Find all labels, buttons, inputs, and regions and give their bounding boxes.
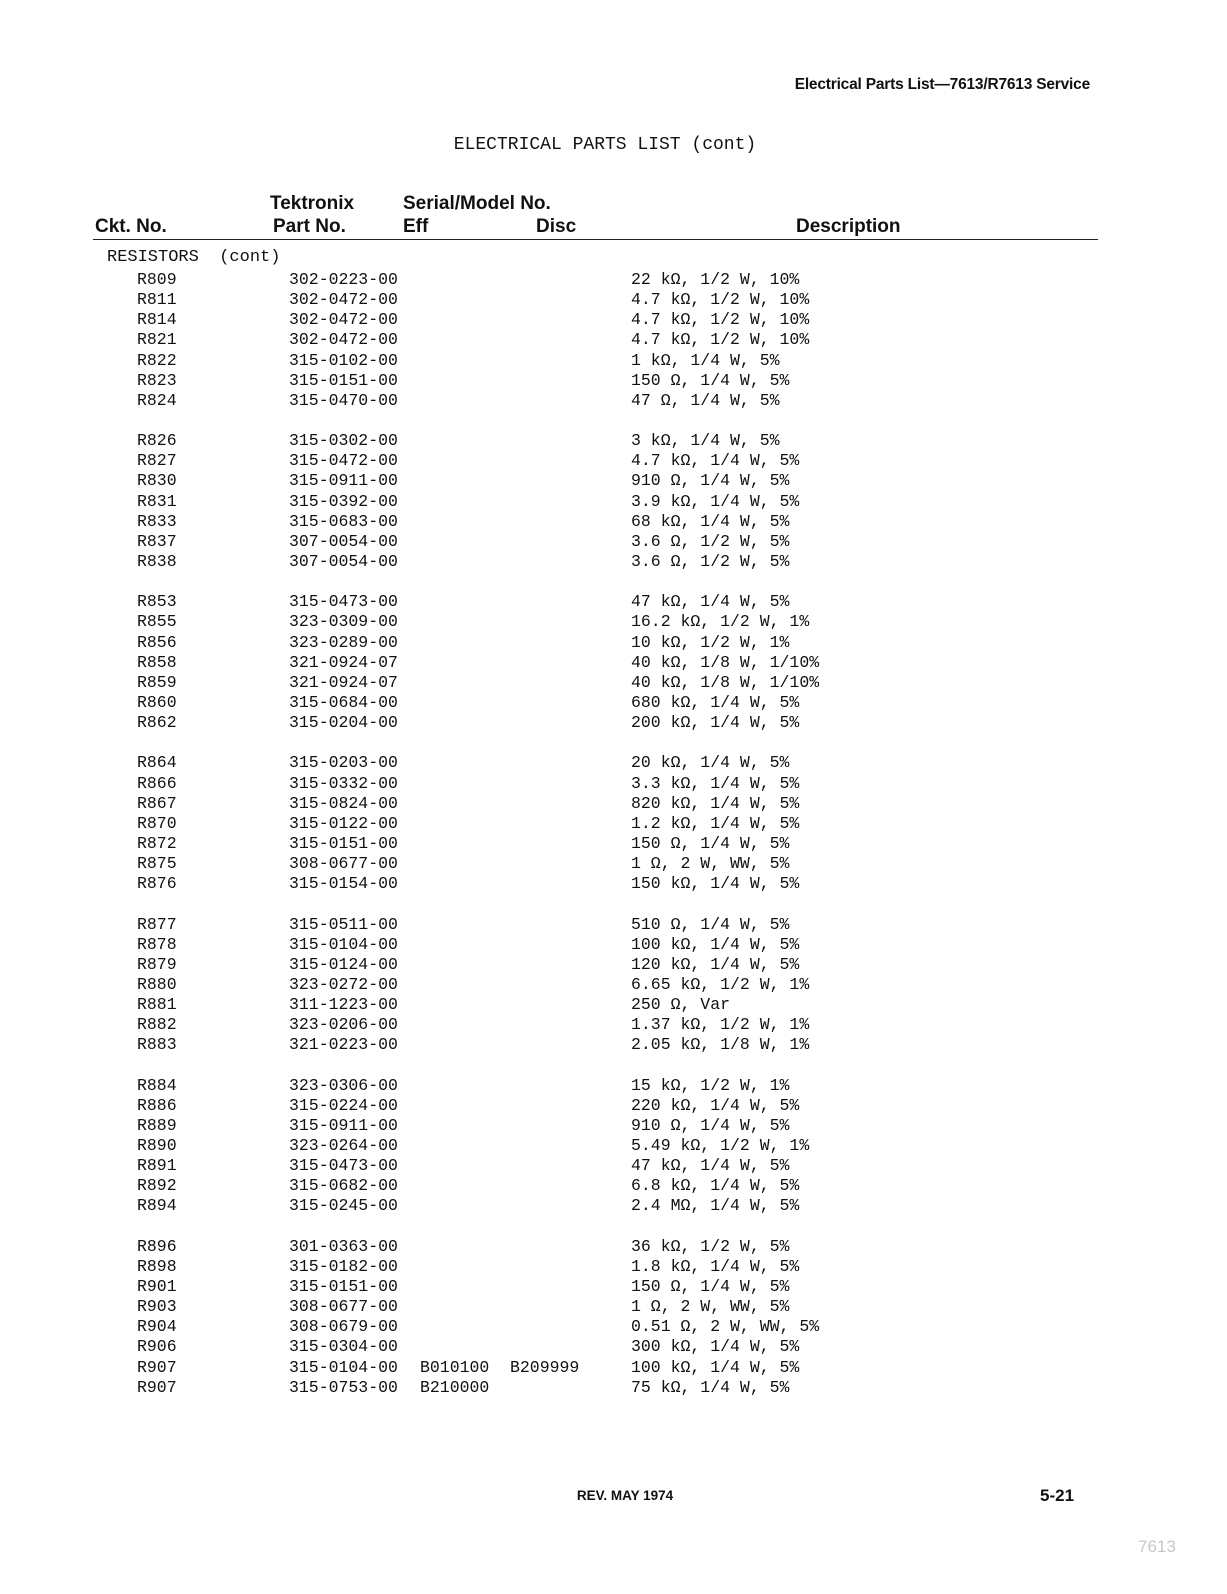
ckt-no: R870 xyxy=(137,813,177,833)
ckt-no: R855 xyxy=(137,612,177,632)
column-header-serial-model-no: Serial/Model No. xyxy=(403,193,551,214)
corner-mark: 7613 xyxy=(1138,1537,1176,1556)
table-row xyxy=(0,1277,1227,1297)
description: 4.7 kΩ, 1/4 W, 5% xyxy=(631,451,800,471)
column-header-tektronix: Tektronix xyxy=(270,193,355,214)
part-no: 315-0824-00 xyxy=(289,793,398,813)
ckt-no: R811 xyxy=(137,290,177,310)
description: 3.6 Ω, 1/2 W, 5% xyxy=(631,531,790,551)
description: 47 kΩ, 1/4 W, 5% xyxy=(631,1156,790,1176)
parts-table xyxy=(0,270,1227,1398)
table-row xyxy=(0,351,1227,371)
part-no: 315-0392-00 xyxy=(289,491,398,511)
section-name: RESISTORS xyxy=(107,248,199,267)
ckt-no: R881 xyxy=(137,995,177,1015)
ckt-no: R879 xyxy=(137,954,177,974)
description: 3 kΩ, 1/4 W, 5% xyxy=(631,431,780,451)
ckt-no: R872 xyxy=(137,833,177,853)
part-no: 301-0363-00 xyxy=(289,1236,398,1256)
column-header-disc: Disc xyxy=(536,216,577,237)
description: 510 Ω, 1/4 W, 5% xyxy=(631,914,790,934)
ckt-no: R877 xyxy=(137,914,177,934)
table-row xyxy=(0,753,1227,773)
table-row xyxy=(0,1176,1227,1196)
table-row xyxy=(0,1378,1227,1398)
table-row xyxy=(0,1358,1227,1378)
table-row xyxy=(0,471,1227,491)
part-no: 321-0924-07 xyxy=(289,652,398,672)
description: 47 kΩ, 1/4 W, 5% xyxy=(631,592,790,612)
description: 3.3 kΩ, 1/4 W, 5% xyxy=(631,773,800,793)
description: 910 Ω, 1/4 W, 5% xyxy=(631,471,790,491)
column-header-description: Description xyxy=(796,216,901,237)
part-no: 323-0264-00 xyxy=(289,1136,398,1156)
ckt-no: R833 xyxy=(137,511,177,531)
ckt-no: R898 xyxy=(137,1256,177,1276)
description: 40 kΩ, 1/8 W, 1/10% xyxy=(631,652,820,672)
description: 2.05 kΩ, 1/8 W, 1% xyxy=(631,1035,810,1055)
ckt-no: R866 xyxy=(137,773,177,793)
description: 300 kΩ, 1/4 W, 5% xyxy=(631,1337,800,1357)
column-header-ckt-no: Ckt. No. xyxy=(95,216,167,237)
revision-date: REV. MAY 1974 xyxy=(576,1488,674,1503)
table-row xyxy=(0,935,1227,955)
part-no: 315-0151-00 xyxy=(289,833,398,853)
part-no: 315-0154-00 xyxy=(289,874,398,894)
part-no: 308-0679-00 xyxy=(289,1317,398,1337)
part-no: 315-0911-00 xyxy=(289,1115,398,1135)
description: 2.4 MΩ, 1/4 W, 5% xyxy=(631,1196,800,1216)
ckt-no: R821 xyxy=(137,330,177,350)
table-row xyxy=(0,270,1227,290)
section-note: (cont) xyxy=(219,248,281,267)
table-row xyxy=(0,1096,1227,1116)
table-row xyxy=(0,653,1227,673)
table-row xyxy=(0,673,1227,693)
table-row xyxy=(0,814,1227,834)
description: 910 Ω, 1/4 W, 5% xyxy=(631,1115,790,1135)
description: 150 Ω, 1/4 W, 5% xyxy=(631,1277,790,1297)
description: 200 kΩ, 1/4 W, 5% xyxy=(631,713,800,733)
part-no: 315-0104-00 xyxy=(289,1357,398,1377)
column-header-part-no: Part No. xyxy=(273,216,346,237)
part-no: 311-1223-00 xyxy=(289,995,398,1015)
part-no: 315-0245-00 xyxy=(289,1196,398,1216)
part-no: 307-0054-00 xyxy=(289,551,398,571)
table-row xyxy=(0,794,1227,814)
table-row xyxy=(0,1156,1227,1176)
ckt-no: R859 xyxy=(137,672,177,692)
description: 220 kΩ, 1/4 W, 5% xyxy=(631,1095,800,1115)
description: 47 Ω, 1/4 W, 5% xyxy=(631,390,780,410)
table-row xyxy=(0,451,1227,471)
ckt-no: R809 xyxy=(137,270,177,289)
description: 1.8 kΩ, 1/4 W, 5% xyxy=(631,1256,800,1276)
ckt-no: R864 xyxy=(137,753,177,773)
description: 3.6 Ω, 1/2 W, 5% xyxy=(631,551,790,571)
description: 20 kΩ, 1/4 W, 5% xyxy=(631,753,790,773)
serial-eff: B010100 xyxy=(420,1357,490,1377)
description: 100 kΩ, 1/4 W, 5% xyxy=(631,934,800,954)
description: 68 kΩ, 1/4 W, 5% xyxy=(631,511,790,531)
part-no: 323-0206-00 xyxy=(289,1015,398,1035)
table-row xyxy=(0,915,1227,935)
table-row xyxy=(0,1337,1227,1357)
ckt-no: R880 xyxy=(137,974,177,994)
table-row xyxy=(0,774,1227,794)
table-row xyxy=(0,612,1227,632)
part-no: 315-0104-00 xyxy=(289,934,398,954)
ckt-no: R826 xyxy=(137,431,177,451)
ckt-no: R838 xyxy=(137,551,177,571)
part-no: 321-0924-07 xyxy=(289,672,398,692)
part-no: 315-0332-00 xyxy=(289,773,398,793)
ckt-no: R823 xyxy=(137,370,177,390)
description: 36 kΩ, 1/2 W, 5% xyxy=(631,1236,790,1256)
part-no: 315-0470-00 xyxy=(289,390,398,410)
table-row xyxy=(0,1297,1227,1317)
description: 15 kΩ, 1/2 W, 1% xyxy=(631,1075,790,1095)
ckt-no: R891 xyxy=(137,1156,177,1176)
description: 40 kΩ, 1/8 W, 1/10% xyxy=(631,672,820,692)
table-row xyxy=(0,1076,1227,1096)
description: 680 kΩ, 1/4 W, 5% xyxy=(631,692,800,712)
serial-disc: B209999 xyxy=(510,1357,580,1377)
table-row xyxy=(0,592,1227,612)
part-no: 321-0223-00 xyxy=(289,1035,398,1055)
serial-eff: B210000 xyxy=(420,1377,490,1397)
table-row xyxy=(0,532,1227,552)
description: 150 Ω, 1/4 W, 5% xyxy=(631,833,790,853)
description: 1.2 kΩ, 1/4 W, 5% xyxy=(631,813,800,833)
part-no: 315-0511-00 xyxy=(289,914,398,934)
table-row xyxy=(0,713,1227,733)
ckt-no: R886 xyxy=(137,1095,177,1115)
table-row xyxy=(0,633,1227,653)
part-no: 315-0682-00 xyxy=(289,1176,398,1196)
page-title: ELECTRICAL PARTS LIST (cont) xyxy=(453,135,757,155)
ckt-no: R903 xyxy=(137,1297,177,1317)
table-row xyxy=(0,330,1227,350)
ckt-no: R901 xyxy=(137,1277,177,1297)
table-row xyxy=(0,512,1227,532)
part-no: 315-0122-00 xyxy=(289,813,398,833)
part-no: 315-0473-00 xyxy=(289,1156,398,1176)
description: 820 kΩ, 1/4 W, 5% xyxy=(631,793,800,813)
part-no: 323-0306-00 xyxy=(289,1075,398,1095)
table-row xyxy=(0,431,1227,451)
part-no: 315-0204-00 xyxy=(289,713,398,733)
table-row xyxy=(0,1136,1227,1156)
ckt-no: R896 xyxy=(137,1236,177,1256)
part-no: 315-0473-00 xyxy=(289,592,398,612)
description: 75 kΩ, 1/4 W, 5% xyxy=(631,1377,790,1397)
ckt-no: R856 xyxy=(137,632,177,652)
ckt-no: R837 xyxy=(137,531,177,551)
section-label xyxy=(107,248,280,267)
ckt-no: R878 xyxy=(137,934,177,954)
ckt-no: R907 xyxy=(137,1357,177,1377)
part-no: 315-0911-00 xyxy=(289,471,398,491)
table-row xyxy=(0,391,1227,411)
description: 22 kΩ, 1/2 W, 10% xyxy=(631,270,800,289)
table-row xyxy=(0,310,1227,330)
table-row xyxy=(0,854,1227,874)
part-no: 323-0272-00 xyxy=(289,974,398,994)
part-no: 315-0472-00 xyxy=(289,451,398,471)
ckt-no: R907 xyxy=(137,1377,177,1397)
table-row xyxy=(0,874,1227,894)
table-row xyxy=(0,955,1227,975)
part-no: 323-0309-00 xyxy=(289,612,398,632)
ckt-no: R906 xyxy=(137,1337,177,1357)
ckt-no: R830 xyxy=(137,471,177,491)
part-no: 302-0472-00 xyxy=(289,310,398,330)
description: 4.7 kΩ, 1/2 W, 10% xyxy=(631,310,810,330)
ckt-no: R867 xyxy=(137,793,177,813)
part-no: 315-0304-00 xyxy=(289,1337,398,1357)
description: 100 kΩ, 1/4 W, 5% xyxy=(631,1357,800,1377)
part-no: 315-0102-00 xyxy=(289,350,398,370)
ckt-no: R822 xyxy=(137,350,177,370)
ckt-no: R860 xyxy=(137,692,177,712)
table-row xyxy=(0,290,1227,310)
ckt-no: R884 xyxy=(137,1075,177,1095)
part-no: 302-0472-00 xyxy=(289,330,398,350)
table-row xyxy=(0,995,1227,1015)
ckt-no: R875 xyxy=(137,854,177,874)
ckt-no: R889 xyxy=(137,1115,177,1135)
header-rule xyxy=(93,239,1098,240)
table-row xyxy=(0,1196,1227,1216)
description: 1.37 kΩ, 1/2 W, 1% xyxy=(631,1015,810,1035)
ckt-no: R890 xyxy=(137,1136,177,1156)
table-row xyxy=(0,1116,1227,1136)
ckt-no: R882 xyxy=(137,1015,177,1035)
part-no: 307-0054-00 xyxy=(289,531,398,551)
part-no: 323-0289-00 xyxy=(289,632,398,652)
part-no: 315-0203-00 xyxy=(289,753,398,773)
ckt-no: R892 xyxy=(137,1176,177,1196)
table-row xyxy=(0,1035,1227,1055)
page-number: 5-21 xyxy=(1040,1486,1075,1505)
table-row xyxy=(0,975,1227,995)
running-header: Electrical Parts List—7613/R7613 Service xyxy=(794,76,1090,93)
part-no: 315-0302-00 xyxy=(289,431,398,451)
description: 1 Ω, 2 W, WW, 5% xyxy=(631,1297,790,1317)
description: 150 Ω, 1/4 W, 5% xyxy=(631,370,790,390)
part-no: 315-0124-00 xyxy=(289,954,398,974)
description: 4.7 kΩ, 1/2 W, 10% xyxy=(631,290,810,310)
description: 5.49 kΩ, 1/2 W, 1% xyxy=(631,1136,810,1156)
table-row xyxy=(0,1237,1227,1257)
ckt-no: R904 xyxy=(137,1317,177,1337)
ckt-no: R853 xyxy=(137,592,177,612)
part-no: 315-0224-00 xyxy=(289,1095,398,1115)
table-row xyxy=(0,1257,1227,1277)
part-no: 315-0753-00 xyxy=(289,1377,398,1397)
part-no: 315-0684-00 xyxy=(289,692,398,712)
description: 3.9 kΩ, 1/4 W, 5% xyxy=(631,491,800,511)
ckt-no: R862 xyxy=(137,713,177,733)
table-row xyxy=(0,492,1227,512)
table-row xyxy=(0,693,1227,713)
description: 0.51 Ω, 2 W, WW, 5% xyxy=(631,1317,820,1337)
table-row xyxy=(0,1015,1227,1035)
part-no: 315-0151-00 xyxy=(289,370,398,390)
table-row xyxy=(0,552,1227,572)
part-no: 315-0151-00 xyxy=(289,1277,398,1297)
ckt-no: R814 xyxy=(137,310,177,330)
ckt-no: R876 xyxy=(137,874,177,894)
description: 6.65 kΩ, 1/2 W, 1% xyxy=(631,974,810,994)
part-no: 308-0677-00 xyxy=(289,854,398,874)
part-no: 308-0677-00 xyxy=(289,1297,398,1317)
description: 150 kΩ, 1/4 W, 5% xyxy=(631,874,800,894)
part-no: 302-0472-00 xyxy=(289,290,398,310)
ckt-no: R883 xyxy=(137,1035,177,1055)
ckt-no: R831 xyxy=(137,491,177,511)
description: 250 Ω, Var xyxy=(631,995,731,1015)
part-no: 315-0683-00 xyxy=(289,511,398,531)
description: 1 kΩ, 1/4 W, 5% xyxy=(631,350,780,370)
description: 6.8 kΩ, 1/4 W, 5% xyxy=(631,1176,800,1196)
description: 16.2 kΩ, 1/2 W, 1% xyxy=(631,612,810,632)
description: 4.7 kΩ, 1/2 W, 10% xyxy=(631,330,810,350)
ckt-no: R894 xyxy=(137,1196,177,1216)
description: 120 kΩ, 1/4 W, 5% xyxy=(631,954,800,974)
description: 1 Ω, 2 W, WW, 5% xyxy=(631,854,790,874)
part-no: 315-0182-00 xyxy=(289,1256,398,1276)
table-row xyxy=(0,834,1227,854)
table-row xyxy=(0,1317,1227,1337)
ckt-no: R858 xyxy=(137,652,177,672)
ckt-no: R824 xyxy=(137,390,177,410)
table-row xyxy=(0,371,1227,391)
part-no: 302-0223-00 xyxy=(289,270,398,289)
ckt-no: R827 xyxy=(137,451,177,471)
column-header-eff: Eff xyxy=(403,216,429,237)
description: 10 kΩ, 1/2 W, 1% xyxy=(631,632,790,652)
